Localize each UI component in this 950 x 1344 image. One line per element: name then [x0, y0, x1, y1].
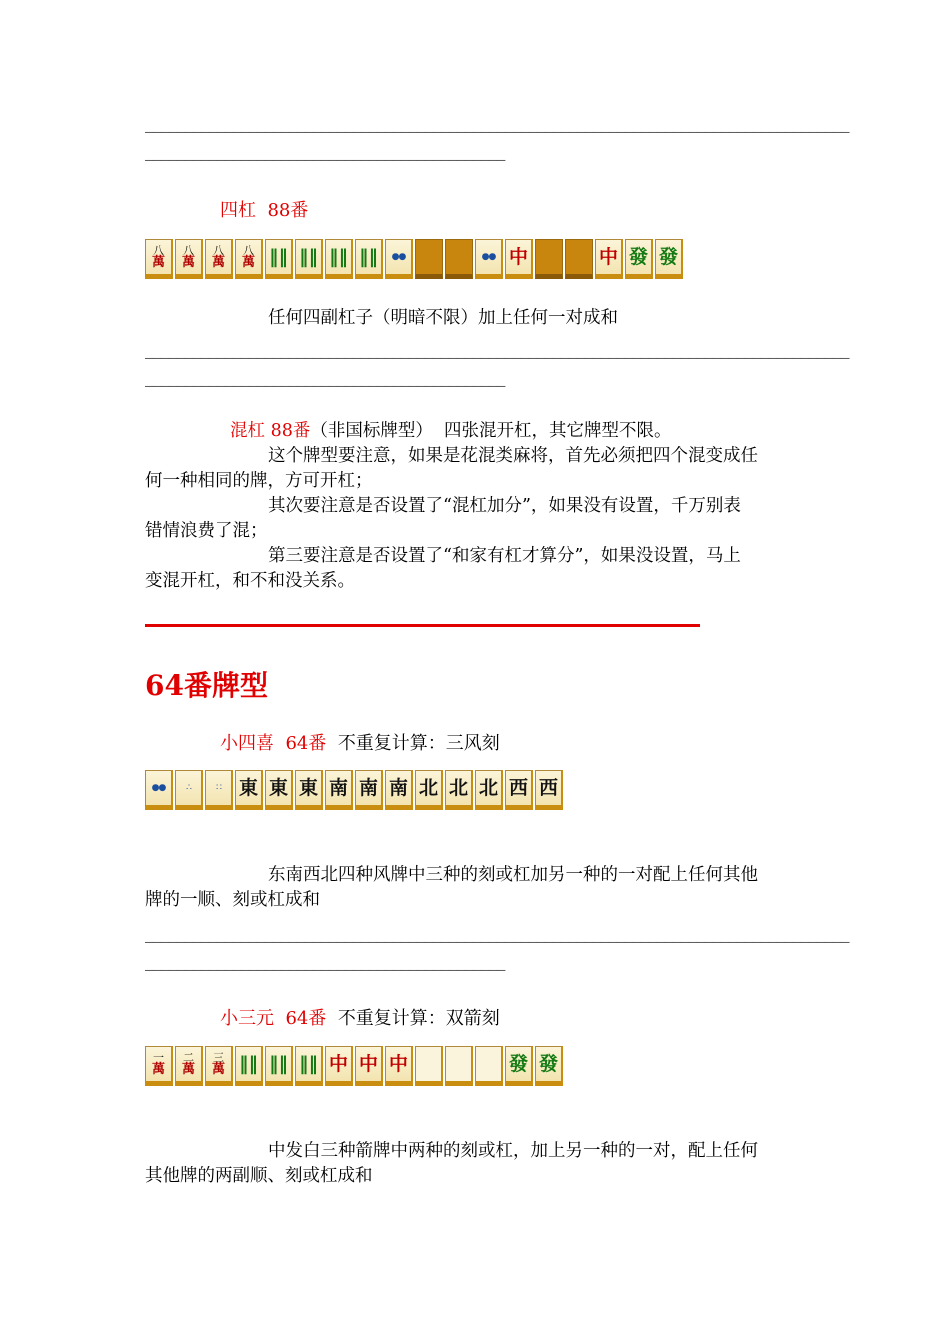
tile-back: [445, 239, 473, 279]
tile-green-dragon: [505, 1046, 533, 1086]
tile-character: [235, 239, 263, 279]
hungang-para2-line2: 错情浪费了混；: [145, 521, 268, 541]
tile-rank: 一: [153, 1051, 164, 1064]
red-dragon-icon: 中: [328, 1052, 348, 1075]
tile-white-dragon: [445, 1046, 473, 1086]
hungang-para3-line1: 第三要注意是否设置了“和家有杠才算分”，如果没设置，马上: [268, 546, 741, 566]
tile-wind: [295, 770, 323, 810]
circle-icon: ●●: [151, 782, 166, 793]
tile-wind: [325, 770, 353, 810]
hand-note: 不重复计算：三风刻: [337, 733, 500, 754]
green-dragon-icon: 發: [658, 245, 678, 268]
wind-icon: 東: [268, 776, 288, 799]
bamboo-icon: ‖‖: [269, 1052, 288, 1075]
hand-name: 四杠: [220, 200, 256, 221]
tile-wind: [505, 770, 533, 810]
xiaosanyuan-title: [220, 1004, 500, 1030]
hand-name: 小三元: [220, 1008, 274, 1029]
tile-red-dragon: [355, 1046, 383, 1086]
tile-rank: 八: [183, 244, 194, 257]
tile-suit-wan: 萬: [151, 255, 165, 270]
section-heading-64: 64番牌型: [145, 669, 268, 702]
bamboo-icon: ‖‖: [359, 245, 378, 268]
hand-name: 小四喜: [220, 733, 274, 754]
wind-icon: 西: [508, 776, 528, 799]
tile-wind: [385, 770, 413, 810]
tile-bamboo: [265, 239, 293, 279]
hungang-header: [230, 419, 672, 444]
separator-line: ________________________________________________________________________________________: [145, 346, 850, 362]
tile-green-dragon: [625, 239, 653, 279]
tile-character: [145, 1046, 173, 1086]
tile-back: [535, 239, 563, 279]
tile-red-dragon: [595, 239, 623, 279]
hungang-para1-line2: 何一种相同的牌，方可开杠；: [145, 471, 373, 491]
tile-circle: [145, 770, 173, 810]
tile-circle: [385, 239, 413, 279]
hand-points: 64番: [285, 1008, 327, 1029]
tile-suit-wan: 萬: [211, 255, 225, 270]
green-dragon-icon: 發: [628, 245, 648, 268]
tile-row-sigang: [145, 239, 685, 279]
separator-line: ________________________________________________________________________________________: [145, 120, 850, 136]
tile-suit-wan: 萬: [151, 1062, 165, 1077]
bamboo-icon: ‖‖: [269, 245, 288, 268]
xiaosixi-desc-line2: 牌的一顺、刻或杠成和: [145, 890, 320, 910]
wind-icon: 南: [328, 776, 348, 799]
tile-suit-wan: 萬: [241, 255, 255, 270]
hand-name: 混杠: [230, 421, 265, 441]
circle-icon: ●●: [391, 251, 406, 262]
tile-circle: [175, 770, 203, 810]
separator-line: ________________________________________________________________________________________: [145, 930, 850, 946]
tile-character: [205, 1046, 233, 1086]
circle-icon: ●●: [481, 251, 496, 262]
tile-suit-wan: 萬: [211, 1062, 225, 1077]
red-dragon-icon: 中: [508, 245, 528, 268]
tile-back: [565, 239, 593, 279]
wind-icon: 東: [298, 776, 318, 799]
separator-line-short: _____________________________________________: [145, 148, 506, 164]
tile-bamboo: [235, 1046, 263, 1086]
hand-points: 88番: [270, 421, 311, 441]
tile-character: [175, 239, 203, 279]
tile-rank: 八: [153, 244, 164, 257]
bamboo-icon: ‖‖: [299, 245, 318, 268]
hand-summary: 四张混开杠，其它牌型不限。: [444, 421, 672, 441]
tile-rank: 二: [183, 1051, 194, 1064]
tile-red-dragon: [325, 1046, 353, 1086]
wind-icon: 北: [478, 776, 498, 799]
tile-green-dragon: [655, 239, 683, 279]
tile-character: [175, 1046, 203, 1086]
circle-icon: ∴: [186, 782, 191, 793]
bamboo-icon: ‖‖: [299, 1052, 318, 1075]
tile-white-dragon: [415, 1046, 443, 1086]
tile-row-xiaosixi: [145, 770, 565, 810]
tile-wind: [475, 770, 503, 810]
tile-circle: [205, 770, 233, 810]
xiaosanyuan-desc-line2: 其他牌的两副顺、刻或杠成和: [145, 1166, 373, 1186]
tile-character: [145, 239, 173, 279]
hungang-para2-line1: 其次要注意是否设置了“混杠加分”，如果没有设置，千万别表: [268, 496, 741, 516]
tile-bamboo: [265, 1046, 293, 1086]
hungang-para1-line1: 这个牌型要注意，如果是花混类麻将，首先必须把四个混变成任: [268, 446, 758, 466]
wind-icon: 南: [388, 776, 408, 799]
tile-bamboo: [325, 239, 353, 279]
tile-wind: [535, 770, 563, 810]
hand-points: 88番: [267, 200, 309, 221]
xiaosixi-desc-line1: 东南西北四种风牌中三种的刻或杠加另一种的一对配上任何其他: [268, 865, 758, 885]
red-dragon-icon: 中: [598, 245, 618, 268]
xiaosixi-title: [220, 729, 500, 755]
red-dragon-icon: 中: [358, 1052, 378, 1075]
tile-circle: [475, 239, 503, 279]
wind-icon: 西: [538, 776, 558, 799]
separator-line-short: _____________________________________________: [145, 374, 506, 390]
tile-suit-wan: 萬: [181, 255, 195, 270]
xiaosanyuan-desc-line1: 中发白三种箭牌中两种的刻或杠，加上另一种的一对，配上任何: [268, 1141, 758, 1161]
tile-wind: [415, 770, 443, 810]
section-divider: [145, 624, 700, 627]
wind-icon: 北: [418, 776, 438, 799]
red-dragon-icon: 中: [388, 1052, 408, 1075]
tile-wind: [235, 770, 263, 810]
tile-wind: [265, 770, 293, 810]
wind-icon: 北: [448, 776, 468, 799]
bamboo-icon: ‖‖: [239, 1052, 258, 1075]
sigang-description: 任何四副杠子（明暗不限）加上任何一对成和: [268, 308, 618, 328]
hand-note: 不重复计算：双箭刻: [337, 1008, 500, 1029]
tile-red-dragon: [385, 1046, 413, 1086]
wind-icon: 南: [358, 776, 378, 799]
green-dragon-icon: 發: [508, 1052, 528, 1075]
tile-bamboo: [295, 239, 323, 279]
tile-rank: 三: [213, 1051, 224, 1064]
tile-rank: 八: [243, 244, 254, 257]
green-dragon-icon: 發: [538, 1052, 558, 1075]
circle-icon: ∷: [216, 782, 221, 793]
tile-back: [415, 239, 443, 279]
hand-points: 64番: [285, 733, 327, 754]
hand-note: （非国标牌型）: [310, 421, 433, 441]
tile-bamboo: [355, 239, 383, 279]
tile-red-dragon: [505, 239, 533, 279]
tile-wind: [355, 770, 383, 810]
tile-white-dragon: [475, 1046, 503, 1086]
hungang-para3-line2: 变混开杠，和不和没关系。: [145, 571, 355, 591]
tile-rank: 八: [213, 244, 224, 257]
separator-line-short: _____________________________________________: [145, 958, 506, 974]
wind-icon: 東: [238, 776, 258, 799]
tile-green-dragon: [535, 1046, 563, 1086]
tile-wind: [445, 770, 473, 810]
tile-character: [205, 239, 233, 279]
tile-row-xiaosanyuan: [145, 1046, 565, 1086]
sigang-title: [220, 196, 308, 222]
tile-bamboo: [295, 1046, 323, 1086]
tile-suit-wan: 萬: [181, 1062, 195, 1077]
bamboo-icon: ‖‖: [329, 245, 348, 268]
